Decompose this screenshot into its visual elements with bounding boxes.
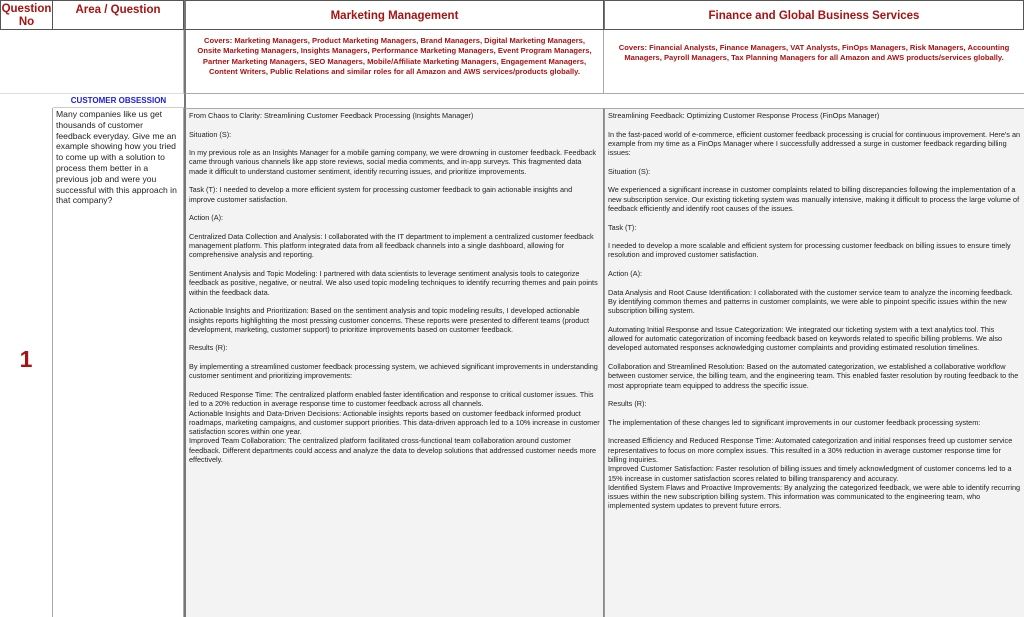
marketing-paragraph: Sentiment Analysis and Topic Modeling: I partnered with data scientists to leverage sentiment analysis tools to categorize feedback as positive, negative, or neutral. We also used topic modeling techniques to identify recurring themes and pain points within the feedback data. [189,269,598,297]
finance-paragraph: Results (R): [608,399,647,409]
finance-paragraph: Identified System Flaws and Proactive Improvements: By analyzing the categorized feedback, we were able to identify recurring issues within the new subscription billing system. This information was communicated to the engineering team, who implemented system updates to prevent future errors. [608,482,1021,511]
row-number[interactable]: 1 [0,108,53,617]
finance-paragraph: Streamlining Feedback: Optimizing Customer Response Process (FinOps Manager) [608,111,880,120]
marketing-paragraph: From Chaos to Clarity: Streamlining Customer Feedback Processing (Insights Manager) [189,111,474,120]
category-label[interactable]: CUSTOMER OBSESSION [53,94,184,108]
finance-paragraph: Improved Customer Satisfaction: Faster resolution of billing issues and timely acknowledgment of customer concerns led to a 15% increase in customer satisfaction scores related to billing transparency and accuracy. [608,464,1012,483]
header-finance[interactable]: Finance and Global Business Services [604,0,1024,30]
header-question-no[interactable]: Question No [0,0,53,30]
finance-paragraph: Situation (S): [608,166,651,176]
answer-finance[interactable] [604,108,1024,617]
marketing-paragraph: Task (T): I needed to develop a more efficient system for processing customer feedback to gain actionable insights and improve customer satisfaction. [189,185,573,204]
answer-marketing[interactable] [184,108,604,617]
finance-paragraph: Collaboration and Streamlined Resolution: Based on the automated categorization, we established a collaborative workflow between customer service, the billing team, and the engineering team. This enabled faster resolution by routing feedback to the most appropriate team equipped to address the specific issue. [608,362,1019,390]
marketing-paragraph: Actionable Insights and Prioritization: Based on the sentiment analysis and topic modeling results, I developed actionable insights reports highlighting the most pressing customer concerns. These reports were presented to different teams (product development, marketing, customer support) to prioritize improvements based on customer feedback. [189,306,590,334]
finance-paragraph: Increased Efficiency and Reduced Response Time: Automated categorization and initial responses freed up customer service representatives to focus on more complex issues. This resulted in a 30% reduction in average customer response time for billing inquiries. [608,436,1013,464]
marketing-paragraph: Improved Team Collaboration: The centralized platform facilitated cross-functional team collaboration around customer feedback. Different departments could access and analyze the data to develop solutions that addressed customer needs more effectively. [189,436,597,464]
finance-paragraph: In the fast-paced world of e-commerce, efficient customer feedback processing is crucial for continuous improvement. Here's an example from my time as a FinOps Manager where I successfully addressed a surge in customer feedback regarding billing issues: [608,129,1021,158]
finance-paragraph: Task (T): [608,222,637,232]
finance-paragraph: We experienced a significant increase in customer complaints related to billing discrepancies following the implementation of a new subscription service. Our existing ticketing system was manually intensive, making it difficult to process the large volume of feedback efficiently and identify root causes of the issues. [608,185,1020,213]
covers-finance[interactable]: Covers: Financial Analysts, Finance Managers, VAT Analysts, FinOps Managers, Risk Managers, Accounting Managers, Payroll Managers, Tax Planning Managers for all Amazon and AWS products/services globally. [604,30,1024,94]
marketing-paragraph: Reduced Response Time: The centralized platform enabled faster identification and response to critical customer issues. This led to a 20% reduction in average response time to customer feedback across all channels. [189,389,594,409]
marketing-paragraph: By implementing a streamlined customer feedback processing system, we achieved significant improvements in understanding customer sentiment and prioritizing improvements: [189,362,598,381]
finance-paragraph: I needed to develop a more scalable and efficient system for processing customer feedback on billing issues to ensure timely resolution and improved customer satisfaction. [608,241,1011,260]
finance-paragraph: The implementation of these changes led to significant improvements in our customer feedback processing system: [608,417,981,427]
finance-paragraph: Action (A): [608,269,643,279]
marketing-paragraph: Action (A): [189,213,224,223]
header-area-question[interactable]: Area / Question [53,0,184,30]
category-marketing-cell[interactable] [184,94,604,108]
covers-marketing[interactable]: Covers: Marketing Managers, Product Marketing Managers, Brand Managers, Digital Marketing Managers, Onsite Marketing Managers, Insights Managers, Performance Marketing Managers, Event Program Managers, Partner Marketing Managers, SEO Managers, Mobile/Affiliate Marketing Managers, Engagement Managers, Content Writers, Public Relations and similar roles for all Amazon and AWS services/products globally. [184,30,604,94]
marketing-paragraph: Centralized Data Collection and Analysis: I collaborated with the IT department to implement a centralized customer feedback management platform. This platform integrated data from all feedback channels into a single dashboard, allowing for comprehensive analysis and reporting. [189,231,594,260]
marketing-paragraph: Results (R): [189,343,228,353]
marketing-paragraph: Actionable Insights and Data-Driven Decisions: Actionable insights reports based on customer feedback informed product roadmaps, marketing campaigns, and customer support priorities. This data-driven approach led to a 10% increase in customer satisfaction scores within one year. [189,408,600,437]
finance-paragraph: Data Analysis and Root Cause Identification: I collaborated with the customer service team to analyze the incoming feedback. By identifying common themes and patterns in customer complaints, we were able to pinpoint specific issues within the new subscription billing system. [608,287,1013,316]
question-text[interactable]: Many companies like us get thousands of customer feedback everyday. Give me an example showing how you tried to come up with a solution to process them better in a previous job and were you successful with this approach in that company? [53,108,184,617]
covers-blank-cell[interactable] [0,30,184,94]
finance-paragraph: Automating Initial Response and Issue Categorization: We integrated our ticketing system with a text analytics tool. This allowed for automatic categorization of incoming feedback based on keywords related to specific billing problems. We also developed automated responses acknowledging customer complaints and providing estimated resolution timelines. [608,324,1003,353]
header-marketing-management[interactable]: Marketing Management [184,0,604,30]
marketing-paragraph: In my previous role as an Insights Manager for a mobile gaming company, we were drowning in customer feedback. Feedback came through various channels like app store reviews, social media comments, and in-app surveys. This fragmented data made it difficult to understand customer sentiment, identify recurring issues, and prioritize improvements. [189,148,597,176]
marketing-paragraph: Situation (S): [189,129,232,139]
